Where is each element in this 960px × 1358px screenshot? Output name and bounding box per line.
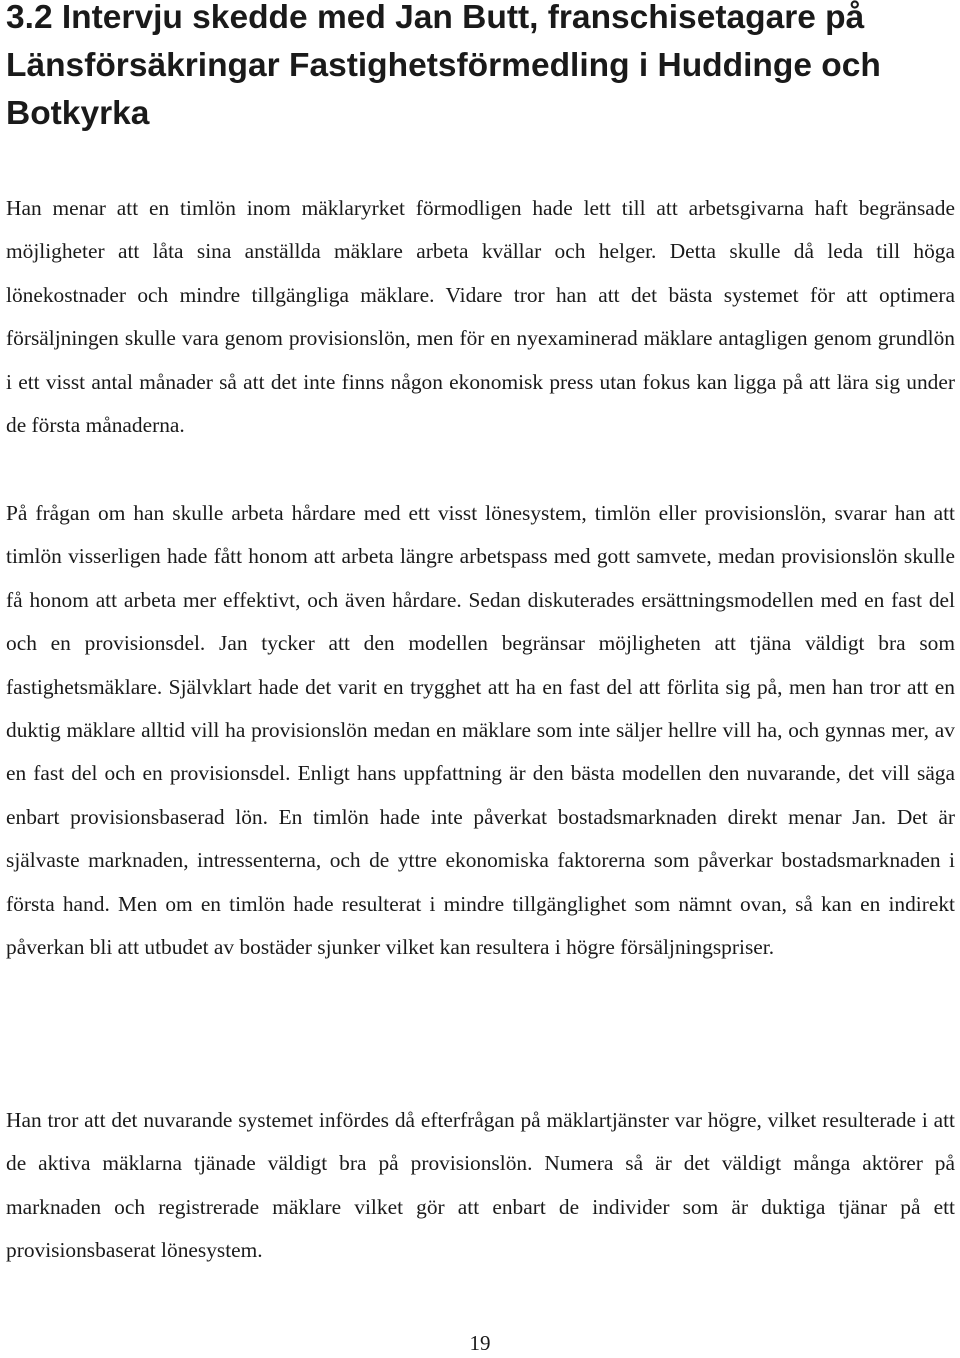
paragraph: Han menar att en timlön inom mäklaryrket förmodligen hade lett till att arbetsgivarna haft begränsade möjligheter att låta sina anställda mäklare arbeta kvällar och helger. Detta skulle då leda till höga lönekostnader och mindre tillgängliga mäklare. Vidare tror han att det bästa systemet för att optimera försäljningen skulle vara genom provisionslön, men för en nyexaminerad mäklare antagligen genom grundlön i ett visst antal månader så att det inte finns någon ekonomisk press utan fokus kan ligga på att lära sig under de första månaderna. [6, 196, 955, 438]
paragraph: Han tror att det nuvarande systemet infördes då efterfrågan på mäklartjänster var högre, vilket resulterade i att de aktiva mäklarna tjänade väldigt bra på provisionslön. Numera så är det väldigt många aktörer på marknaden och registrerade mäklare vilket gör att enbart de individer som är duktiga tjänar på ett provisionsbaserat lönesystem. [6, 1108, 955, 1263]
section-heading: 3.2 Intervju skedde med Jan Butt, franschisetagare på Länsförsäkringar Fastighetsförmedling i Huddinge och Botkyrka [6, 0, 881, 132]
paragraph: På frågan om han skulle arbeta hårdare med ett visst lönesystem, timlön eller provisionslön, svarar han att timlön visserligen hade fått honom att arbeta längre arbetspass med gott samvete, medan provisionslön skulle få honom att arbeta mer effektivt, och även hårdare. Sedan diskuterades ersättningsmodellen med en fast del och en provisionsdel. Jan tycker att den modellen begränsar möjligheten att tjäna väldigt bra som fastighetsmäklare. Självklart hade det varit en trygghet att ha en fast del att förlita sig på, men han tror att en duktig mäklare alltid vill ha provisionslön medan en mäklare som inte säljer hellre vill ha, och gynnas mer, av en fast del och en provisionsdel. Enligt hans uppfattning är den bästa modellen den nuvarande, det vill säga enbart provisionsbaserad lön. En timlön hade inte påverkat bostadsmarknaden direkt menar Jan. Det är självaste marknaden, intressenterna, och de yttre ekonomiska faktorerna som påverkar bostadsmarknaden i första hand. Men om en timlön hade resulterat i mindre tillgänglighet som nämnt ovan, så kan en indirekt påverkan bli att utbudet av bostäder sjunker vilket kan resultera i högre försäljningspriser. [6, 501, 955, 960]
page-number: 19 [469, 1331, 491, 1355]
